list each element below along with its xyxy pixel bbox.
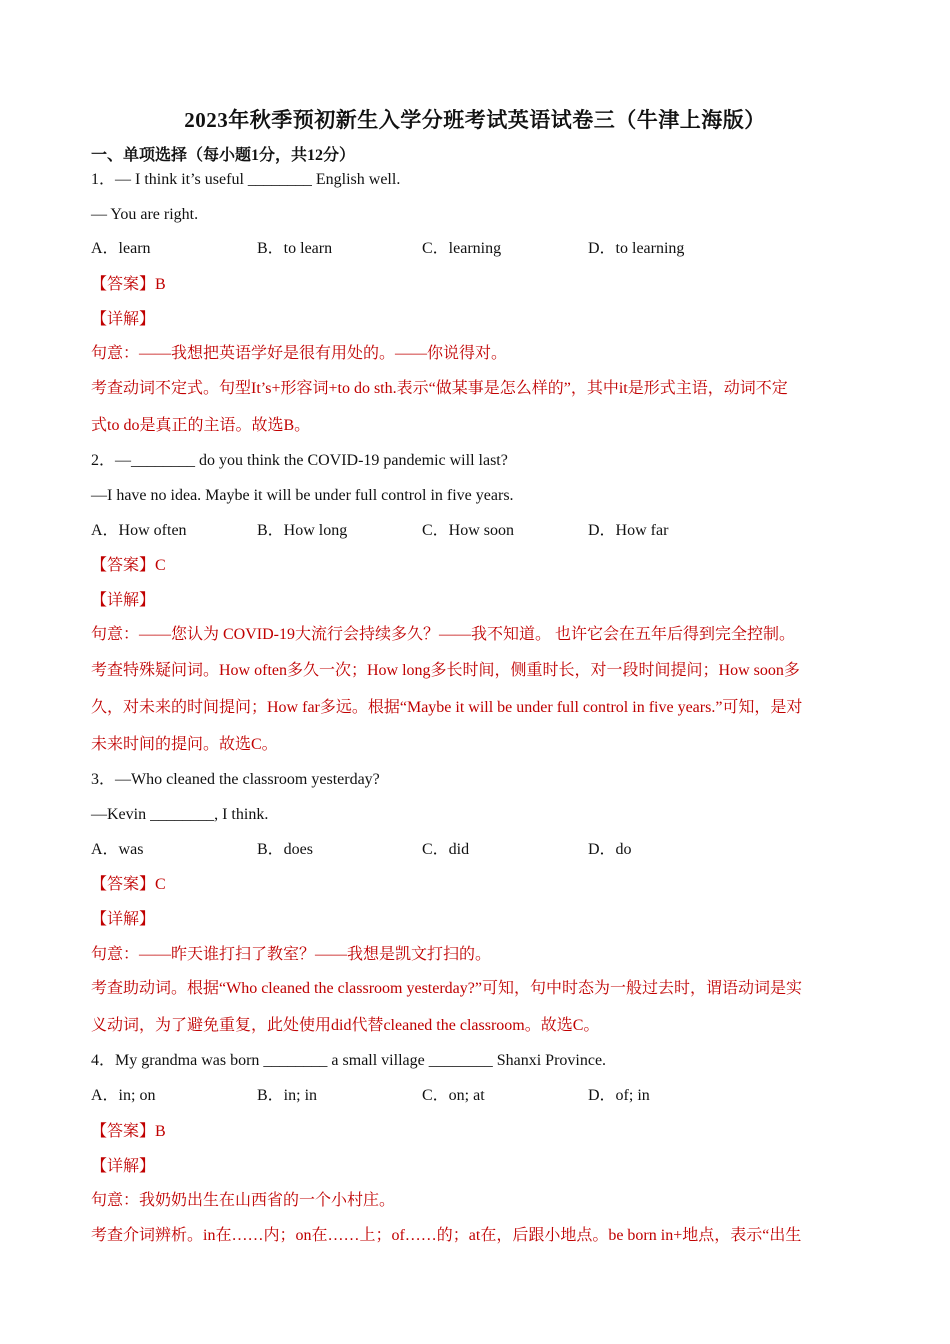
section-heading: 一、单项选择（每小题1分，共12分） [91, 147, 356, 164]
question-1-option-c: C．learning [422, 240, 502, 257]
question-4-detail-label: 【详解】 [91, 1158, 156, 1175]
question-4-explanation-line-1: 句意：我奶奶出生在山西省的一个小村庄。 [91, 1192, 396, 1209]
question-3-explanation-line-3: 义动词，为了避免重复，此处使用did代替cleaned the classroom。故选C。 [91, 1017, 600, 1034]
question-3-option-c: C．did [422, 841, 470, 858]
question-1-explanation-line-1: 句意：——我想把英语学好是很有用处的。——你说得对。 [91, 345, 508, 362]
question-2-explanation-line-3: 久，对未来的时间提问；How far多远。根据“Maybe it will be under full control in five years.”可知，是对 [91, 699, 803, 716]
question-2-answer [91, 556, 166, 576]
question-1-option-b: B．to learn [257, 240, 333, 257]
question-3-explanation-line-2: 考查助动词。根据“Who cleaned the classroom yesterday?”可知，句中时态为一般过去时，谓语动词是实 [91, 980, 802, 997]
question-3-explanation-line-1: 句意：——昨天谁打扫了教室？——我想是凯文打扫的。 [91, 946, 492, 963]
answer-value: B [155, 276, 166, 293]
answer-label: 【答案】 [91, 1123, 156, 1140]
question-2-explanation-line-4: 未来时间的提问。故选C。 [91, 736, 278, 753]
question-3-detail-label: 【详解】 [91, 911, 156, 928]
question-4-option-b: B．in; in [257, 1087, 318, 1104]
question-4-option-d: D．of; in [588, 1087, 650, 1104]
question-4-option-a: A．in; on [91, 1087, 156, 1104]
question-2-option-a: A．How often [91, 522, 187, 539]
question-2-explanation-line-1: 句意：——您认为 COVID-19大流行会持续多久？——我不知道。 也许它会在五年后得到完全控制。 [91, 626, 795, 643]
question-1-option-a: A．learn [91, 240, 151, 257]
question-2-detail-label: 【详解】 [91, 592, 156, 609]
question-3-option-b: B．does [257, 841, 314, 858]
question-2-option-c: C．How soon [422, 522, 515, 539]
page-title: 2023年秋季预初新生入学分班考试英语试卷三（牛津上海版） [184, 108, 766, 132]
question-3-option-d: D．do [588, 841, 632, 858]
question-4-stem-line-1: 4．My grandma was born ________ a small village ________ Shanxi Province. [91, 1052, 607, 1069]
answer-label: 【答案】 [91, 276, 156, 293]
question-1-option-d: D．to learning [588, 240, 685, 257]
question-1-answer [91, 275, 166, 295]
question-4-answer [91, 1122, 166, 1142]
answer-label: 【答案】 [91, 557, 156, 574]
answer-value: C [155, 557, 166, 574]
question-3-stem-line-1: 3．—Who cleaned the classroom yesterday? [91, 771, 380, 788]
question-2-explanation-line-2: 考查特殊疑问词。How often多久一次；How long多长时间，侧重时长，对一段时间提问；How soon多 [91, 662, 800, 679]
question-2-stem-line-2: —I have no idea. Maybe it will be under full control in five years. [91, 487, 514, 504]
question-1-stem-line-1: 1．— I think it’s useful ________ English well. [91, 171, 401, 188]
question-1-detail-label: 【详解】 [91, 311, 156, 328]
question-2-stem-line-1: 2．—________ do you think the COVID-19 pandemic will last? [91, 452, 508, 469]
question-1-explanation-line-2: 考查动词不定式。句型It’s+形容词+to do sth.表示“做某事是怎么样的”，其中it是形式主语，动词不定 [91, 380, 788, 397]
question-2-option-d: D．How far [588, 522, 669, 539]
answer-value: B [155, 1123, 166, 1140]
question-3-stem-line-2: —Kevin ________, I think. [91, 806, 269, 823]
answer-label: 【答案】 [91, 876, 156, 893]
question-1-explanation-line-3: 式to do是真正的主语。故选B。 [91, 417, 311, 434]
question-4-option-c: C．on; at [422, 1087, 485, 1104]
question-2-option-b: B．How long [257, 522, 348, 539]
answer-value: C [155, 876, 166, 893]
question-4-explanation-line-2: 考查介词辨析。in在……内；on在……上；of……的；at在，后跟小地点。be born in+地点，表示“出生 [91, 1227, 802, 1244]
question-3-option-a: A．was [91, 841, 144, 858]
question-3-answer [91, 875, 166, 895]
question-1-stem-line-2: — You are right. [91, 206, 199, 223]
